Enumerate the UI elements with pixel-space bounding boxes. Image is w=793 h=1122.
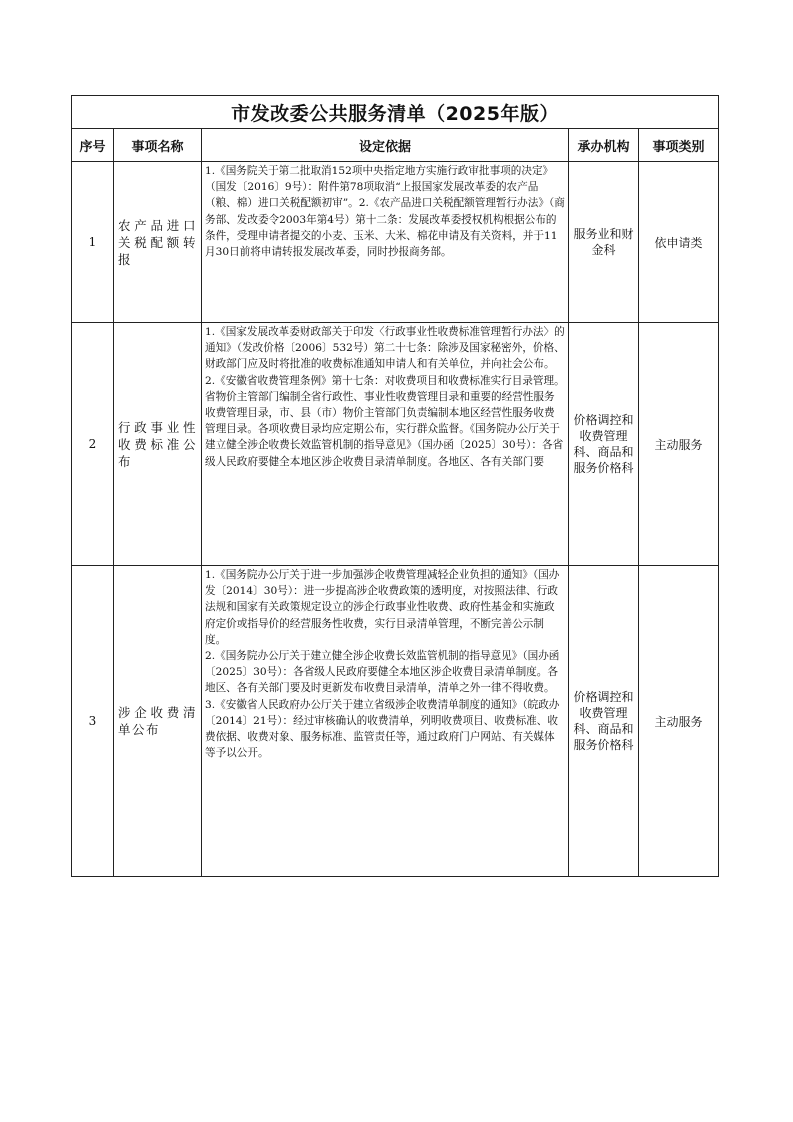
row-category: 主动服务 (639, 566, 719, 877)
row-org: 价格调控和收费管理科、商品和服务价格科 (569, 566, 639, 877)
table-header-row (72, 129, 719, 162)
basis-paragraph: 2.《国务院办公厅关于建立健全涉企收费长效监管机制的指导意见》（国办函〔2025〕30号）：各省级人民政府要健全本地区涉企收费目录清单制度。各地区、各有关部门要及时更新发布收费目录清单，清单之外一律不得收费。 (205, 650, 560, 695)
page-title: 市发改委公共服务清单（2025年版） (72, 96, 719, 129)
row-org: 服务业和财金科 (569, 162, 639, 323)
table-row (72, 323, 719, 566)
basis-paragraph: 3.《安徽省人民政府办公厅关于建立省级涉企收费清单制度的通知》（皖政办〔2014〕21号）：经过审核确认的收费清单，列明收费项目、收费标准、收费依据、收费对象、服务标准、监管责任等，通过政府门户网站、有关媒体等予以公开。 (205, 698, 560, 760)
basis-paragraph: 1.《国家发展改革委财政部关于印发〈行政事业性收费标准管理暂行办法〉的通知》（发改价格〔2006〕532号）第二十七条：除涉及国家秘密外，价格、财政部门应及时将批准的收费标准通知申请人和有关单位，并向社会公布。 (205, 326, 565, 371)
row-item-name: 行政事业性收费标准公布 (114, 323, 202, 566)
row-org: 价格调控和收费管理科、商品和服务价格科 (569, 323, 639, 566)
table-row (72, 162, 719, 323)
row-seq: 3 (72, 566, 114, 877)
header-org: 承办机构 (569, 129, 639, 162)
row-item-name: 农产品进口关税配额转报 (114, 162, 202, 323)
header-name: 事项名称 (114, 129, 202, 162)
row-category: 主动服务 (639, 323, 719, 566)
basis-paragraph: 1.《国务院关于第二批取消152项中央指定地方实施行政审批事项的决定》（国发〔2016〕9号）：附件第78项取消“上报国家发展改革委的农产品（粮、棉）进口关税配额初审”。2.《农产品进口关税配额管理暂行办法》（商务部、发改委令2003年第4号）第十二条：发展改革委授权机构根据公布的条件，受理申请者提交的小麦、玉米、大米、棉花申请及有关资料，并于11月30日前将申请转报发展改革委，同时抄报商务部。 (205, 165, 565, 259)
row-seq: 2 (72, 323, 114, 566)
header-category: 事项类别 (639, 129, 719, 162)
basis-paragraph: 2.《安徽省收费管理条例》第十七条：对收费项目和收费标准实行目录管理。省物价主管部门编制全省行政性、事业性收费管理目录和重要的经营性服务收费管理目录，市、县（市）物价主管部门负责编制本地区经营性服务收费管理目录。各项收费目录均应定期公布，实行群众监督。《国务院办公厅关于建立健全涉企收费长效监管机制的指导意见》（国办函〔2025〕30号）：各省级人民政府要健全本地区涉企收费目录清单制度。各地区、各有关部门要 (205, 374, 565, 468)
row-item-name: 涉企收费清单公布 (114, 566, 202, 877)
header-basis: 设定依据 (202, 129, 569, 162)
service-list-table (71, 95, 719, 877)
table-row (72, 566, 719, 877)
header-seq: 序号 (72, 129, 114, 162)
row-basis (202, 162, 569, 323)
row-basis (202, 566, 569, 877)
row-seq: 1 (72, 162, 114, 323)
row-basis (202, 323, 569, 566)
row-category: 依申请类 (639, 162, 719, 323)
basis-paragraph: 1.《国务院办公厅关于进一步加强涉企收费管理减轻企业负担的通知》（国办发〔2014〕30号）：进一步提高涉企收费政策的透明度，对按照法律、行政法规和国家有关政策规定设立的涉企行政事业性收费、政府性基金和实施政府定价或指导价的经营服务性收费，实行目录清单管理，不断完善公示制度。 (205, 569, 560, 646)
